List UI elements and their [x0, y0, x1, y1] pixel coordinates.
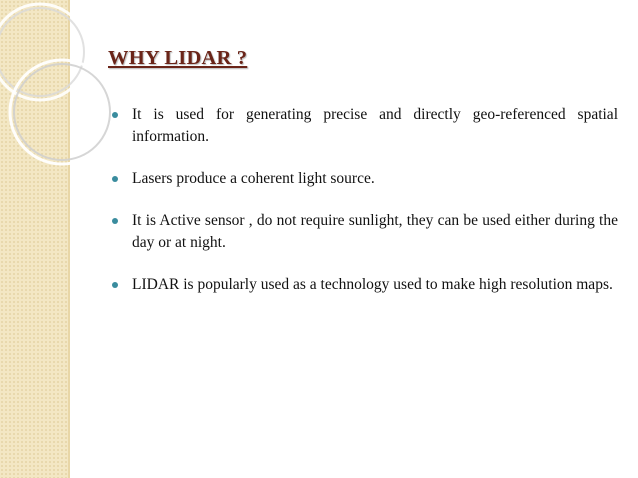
bullet-dot-icon [112, 112, 118, 118]
bullet-dot-icon [112, 176, 118, 182]
bullet-text: It is Active sensor , do not require sunlight, they can be used either during the day or at night. [132, 212, 618, 251]
bullet-text: Lasers produce a coherent light source. [132, 170, 375, 187]
bullet-dot-icon [112, 282, 118, 288]
bullet-item [108, 104, 618, 148]
bullet-dot-icon [112, 218, 118, 224]
bullet-item [108, 168, 618, 190]
bullet-text: LIDAR is popularly used as a technology used to make high resolution maps. [132, 276, 613, 293]
slide-title: WHY LIDAR ? [108, 47, 248, 69]
bullet-text: It is used for generating precise and directly geo-referenced spatial information. [132, 106, 618, 145]
bullet-item [108, 274, 618, 296]
bullet-list [108, 104, 618, 296]
bullet-item [108, 210, 618, 254]
